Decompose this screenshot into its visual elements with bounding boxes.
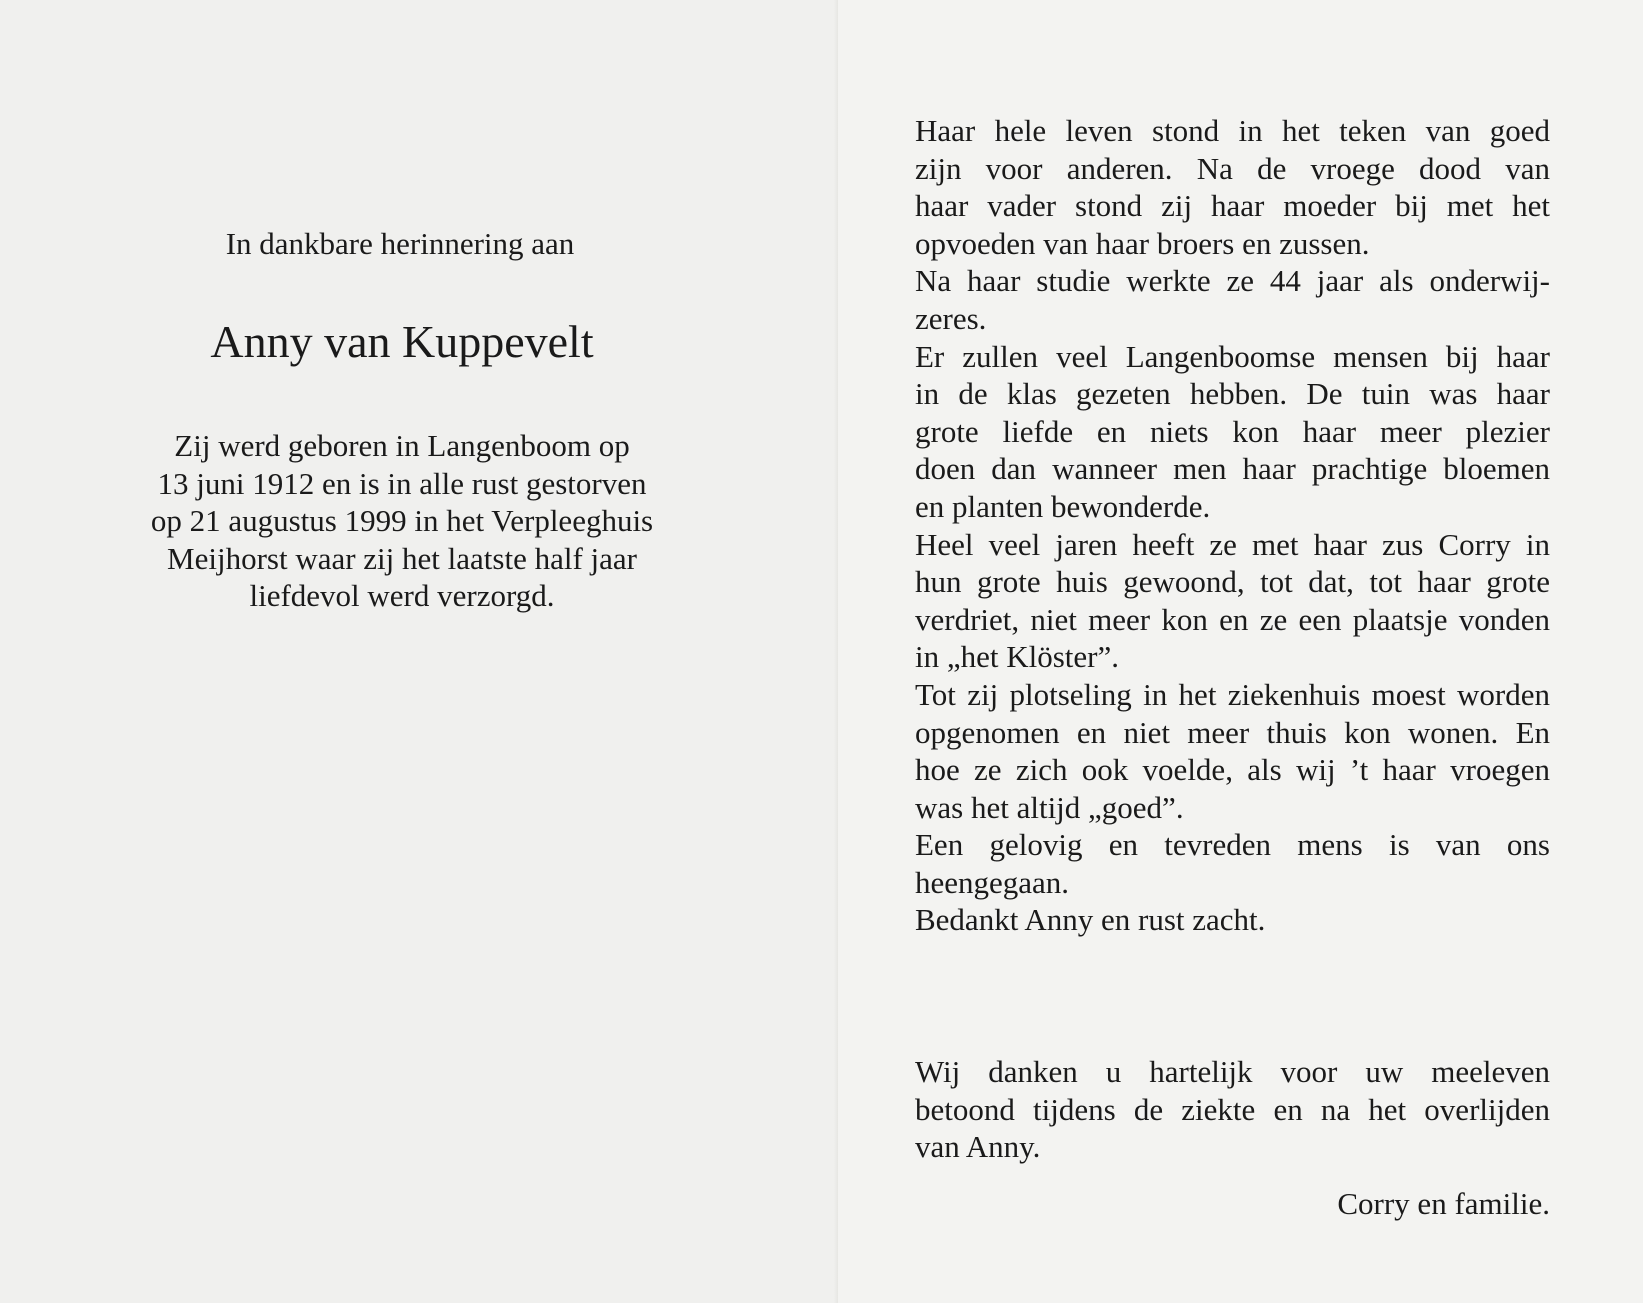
story-line: in de klas gezeten hebben. De tuin was haar	[915, 376, 1550, 412]
right-panel	[838, 0, 1643, 1303]
biography-text	[0, 427, 804, 615]
thanks-line: Wij danken u hartelijk voor uw meeleven	[915, 1054, 1550, 1089]
story-line: zeres.	[915, 300, 987, 336]
story-line: hun grote huis gewoond, tot dat, tot haar grote	[915, 564, 1550, 600]
life-story-text	[915, 112, 1550, 939]
story-line: hoe ze zich ook voelde, als wij ’t haar vroegen	[915, 752, 1550, 788]
bio-line: liefdevol werd verzorgd.	[249, 578, 555, 613]
thanks-line: betoond tijdens de ziekte en na het overlijden	[915, 1091, 1550, 1127]
bio-line: op 21 augustus 1999 in het Verpleeghuis	[150, 503, 654, 538]
story-line: Tot zij plotseling in het ziekenhuis moest worden	[915, 676, 1550, 712]
story-line: heengegaan.	[915, 864, 1070, 900]
story-line: Bedankt Anny en rust zacht.	[915, 902, 1266, 938]
story-line: Heel veel jaren heeft ze met haar zus Corry in	[915, 526, 1550, 562]
story-line: Haar hele leven stond in het teken van goed	[915, 113, 1550, 148]
thanks-text	[915, 1053, 1550, 1166]
intro-text: In dankbare herinnering aan	[225, 226, 575, 261]
story-line: opvoeden van haar broers en zussen.	[915, 225, 1370, 261]
story-line: Na haar studie werkte ze 44 jaar als onderwij-	[915, 263, 1550, 299]
bio-line: Meijhorst waar zij het laatste half jaar	[167, 540, 637, 576]
story-line: haar vader stond zij haar moeder bij met het	[915, 188, 1550, 224]
story-line: grote liefde en niets kon haar meer plezier	[915, 413, 1550, 449]
signature: Corry en familie.	[1337, 1186, 1550, 1221]
story-line: en planten bewonderde.	[915, 488, 1211, 524]
story-line: doen dan wanneer men haar prachtige bloemen	[915, 451, 1550, 487]
thanks-line: van Anny.	[915, 1129, 1041, 1165]
deceased-name: Anny van Kuppevelt	[210, 316, 594, 367]
story-line: in „het Klöster”.	[915, 639, 1120, 675]
story-line: was het altijd „goed”.	[915, 789, 1184, 825]
story-line: verdriet, niet meer kon en ze een plaatsje vonden	[915, 601, 1550, 637]
story-line: Een gelovig en tevreden mens is van ons	[915, 827, 1550, 863]
story-line: zijn voor anderen. Na de vroege dood van	[915, 150, 1550, 186]
bio-line: 13 juni 1912 en is in alle rust gestorven	[157, 465, 647, 501]
story-line: opgenomen en niet meer thuis kon wonen. En	[915, 714, 1550, 750]
bio-line: Zij werd geboren in Langenboom op	[174, 428, 630, 463]
story-line: Er zullen veel Langenboomse mensen bij haar	[915, 338, 1550, 374]
